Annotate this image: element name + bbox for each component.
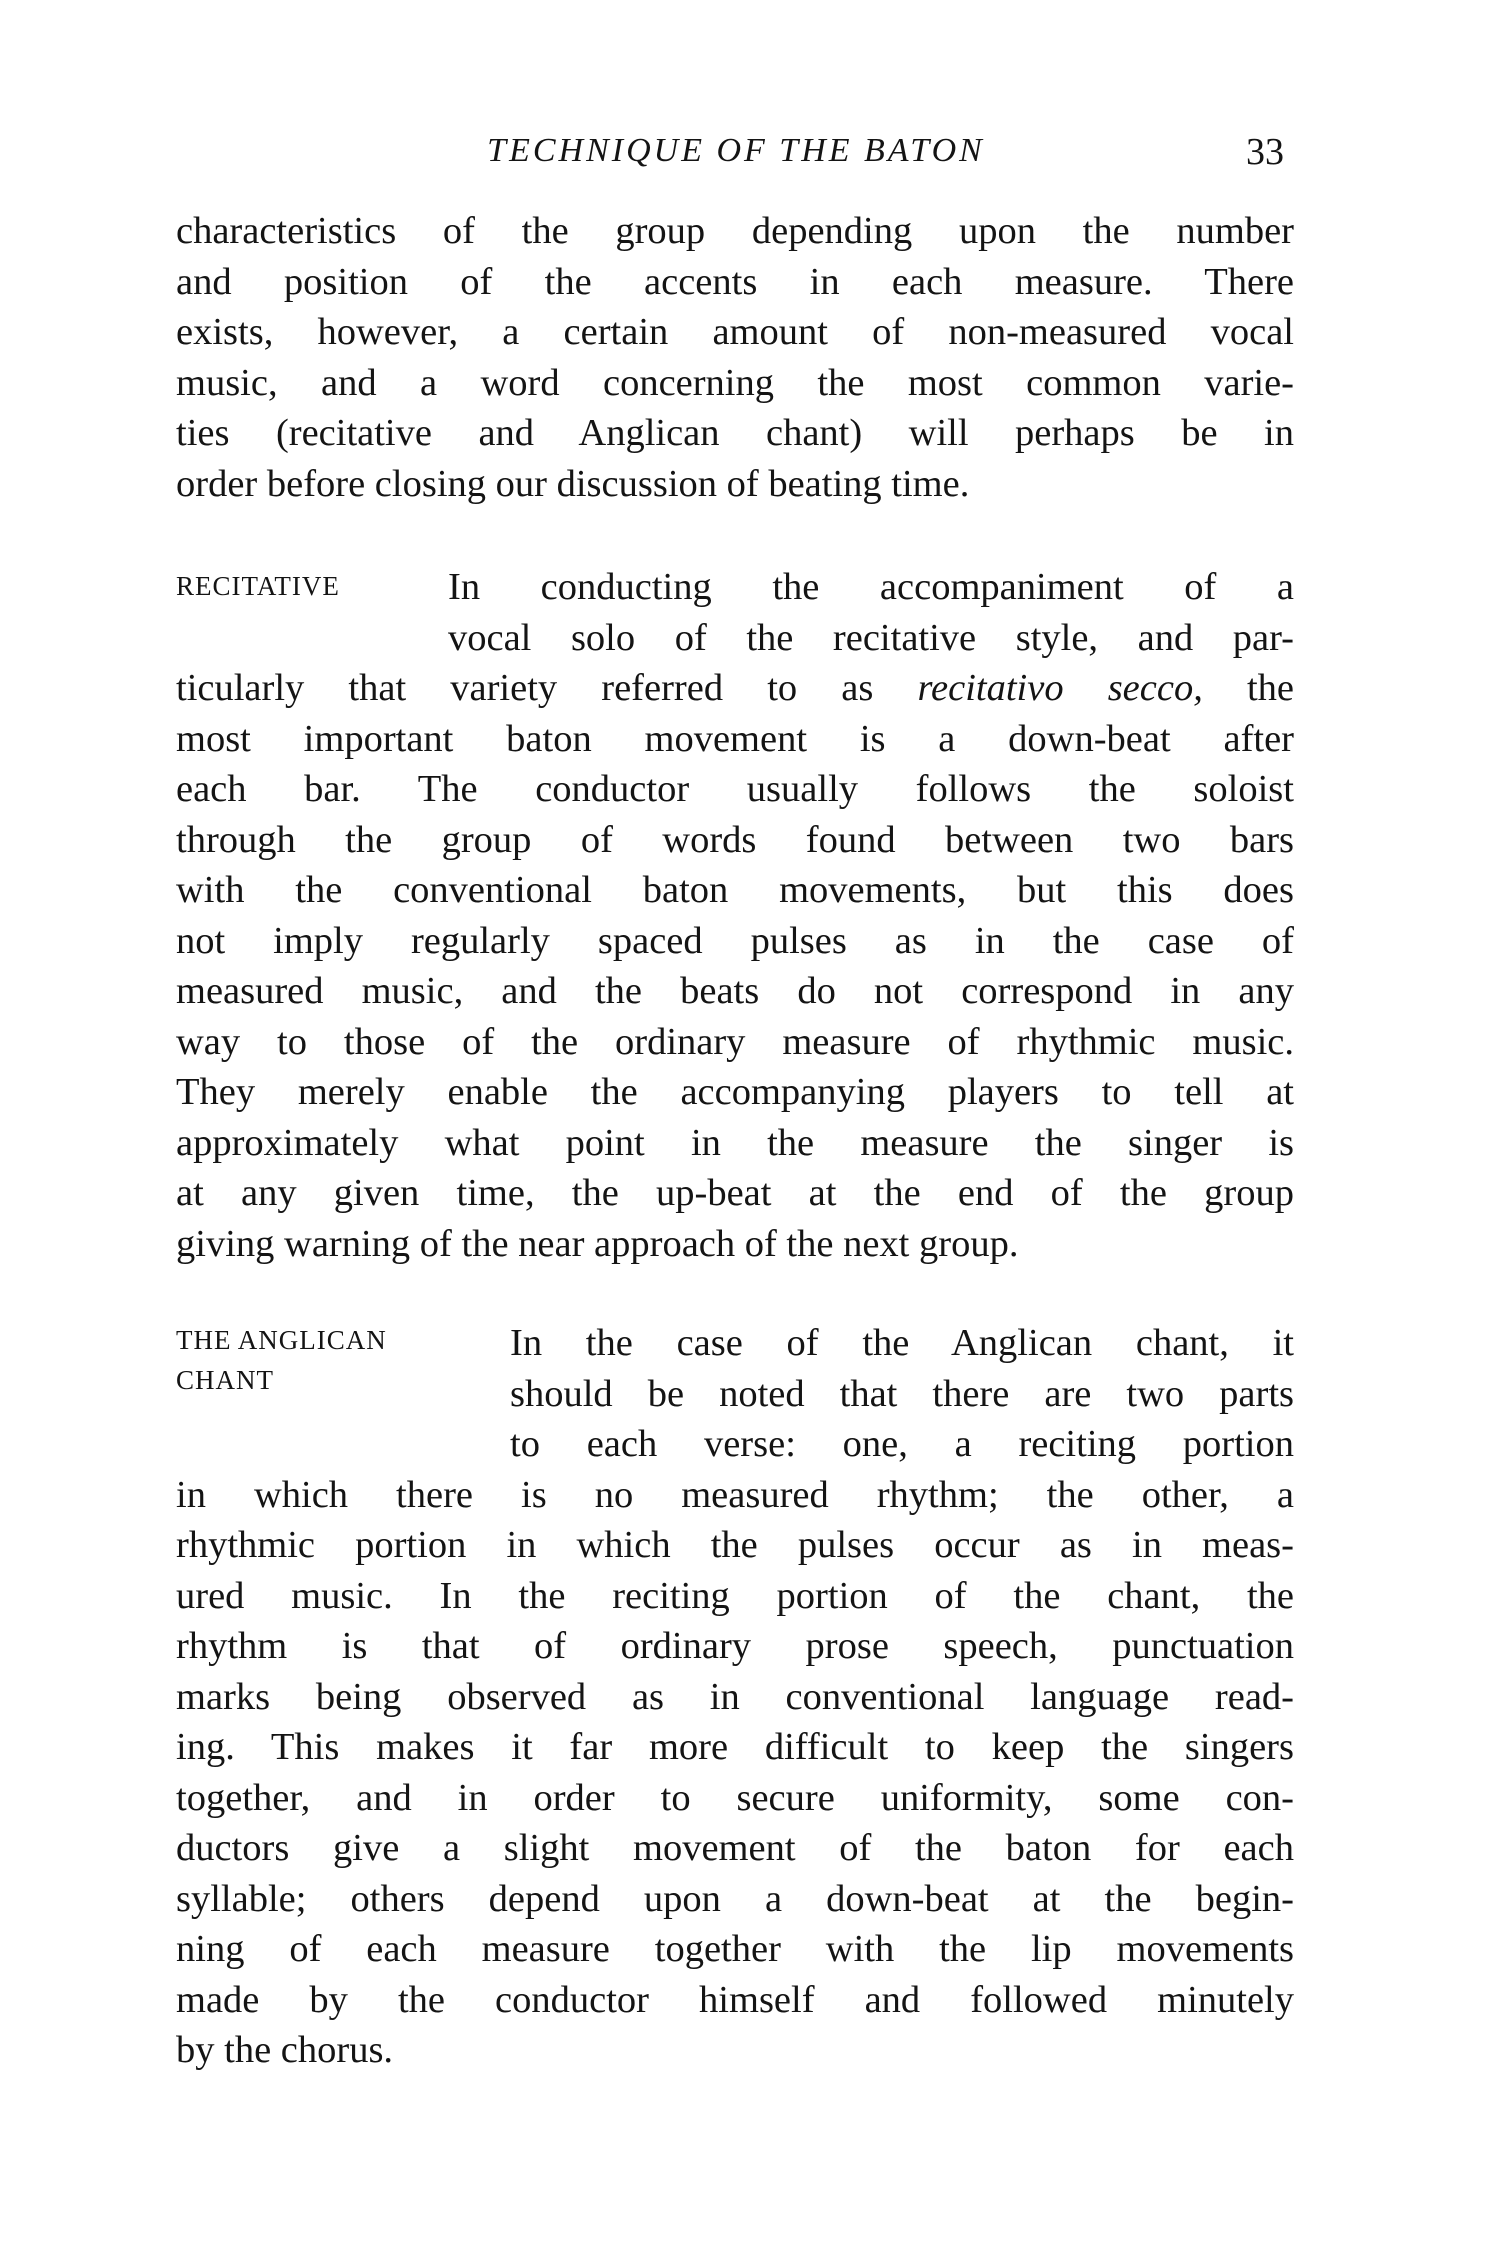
text-line: music, and a word concerning the most common varie- xyxy=(176,361,1294,404)
text-line: order before closing our discussion of beating time. xyxy=(176,462,970,505)
text-line: at any given time, the up-beat at the end of the group xyxy=(176,1172,1294,1214)
text-line: should be noted that there are two parts xyxy=(510,1372,1294,1415)
text-line: rhythmic portion in which the pulses occur as in meas- xyxy=(176,1524,1294,1566)
text-line: to each verse: one, a reciting portion xyxy=(510,1423,1294,1465)
text-line: by the chorus. xyxy=(176,2029,394,2071)
text-line: with the conventional baton movements, but this does xyxy=(176,869,1294,911)
text-line: ning of each measure together with the lip movements xyxy=(176,1928,1294,1970)
text-line: made by the conductor himself and followed minutely xyxy=(176,1978,1294,2021)
text-line: most important baton movement is a down-beat after xyxy=(176,717,1294,760)
text-line: each bar. The conductor usually follows the soloist xyxy=(176,768,1294,810)
running-title: TECHNIQUE OF THE BATON xyxy=(487,132,985,169)
text-line: vocal solo of the recitative style, and par- xyxy=(448,616,1294,659)
text-line: In conducting the accompaniment of a xyxy=(448,566,1294,608)
text-line: not imply regularly spaced pulses as in the case of xyxy=(176,919,1294,962)
text-line: in which there is no measured rhythm; the other, a xyxy=(176,1473,1294,1516)
text-line: In the case of the Anglican chant, it xyxy=(510,1322,1294,1364)
anglican-chant-heading: THE ANGLICAN CHANT xyxy=(176,1325,387,1395)
anglican-chant-paragraph xyxy=(176,1318,1294,2076)
text-line: ties (recitative and Anglican chant) will perhaps be in xyxy=(176,412,1294,454)
text-line: ing. This makes it far more difficult to keep the singers xyxy=(176,1726,1294,1768)
text-line: through the group of words found between two bars xyxy=(176,818,1294,861)
text-line: marks being observed as in conventional language read- xyxy=(176,1675,1294,1718)
intro-paragraph xyxy=(176,206,1294,509)
recitative-heading: RECITATIVE xyxy=(176,571,340,601)
running-head xyxy=(176,128,1296,178)
text-line: rhythm is that of ordinary prose speech, punctuation xyxy=(176,1625,1294,1667)
text-line: and position of the accents in each measure. There xyxy=(176,260,1294,303)
text-line: syllable; others depend upon a down-beat at the begin- xyxy=(176,1877,1294,1920)
text-line: approximately what point in the measure the singer is xyxy=(176,1121,1294,1164)
text-line: together, and in order to secure uniformity, some con- xyxy=(176,1776,1294,1819)
text-line: characteristics of the group depending upon the number xyxy=(176,210,1294,252)
text-line: ductors give a slight movement of the baton for each xyxy=(176,1827,1294,1869)
text-line: way to those of the ordinary measure of rhythmic music. xyxy=(176,1020,1294,1063)
text-line: ured music. In the reciting portion of the chant, the xyxy=(176,1574,1294,1617)
text-line: giving warning of the near approach of the next group. xyxy=(176,1222,1019,1265)
text-line: exists, however, a certain amount of non-measured vocal xyxy=(176,311,1294,353)
page-number: 33 xyxy=(1246,131,1284,173)
text-line: They merely enable the accompanying players to tell at xyxy=(176,1071,1294,1113)
text-line: measured music, and the beats do not correspond in any xyxy=(176,970,1294,1012)
text-line: ticularly that variety referred to as recitativo secco, the xyxy=(176,667,1294,709)
recitative-paragraph xyxy=(176,562,1294,1269)
